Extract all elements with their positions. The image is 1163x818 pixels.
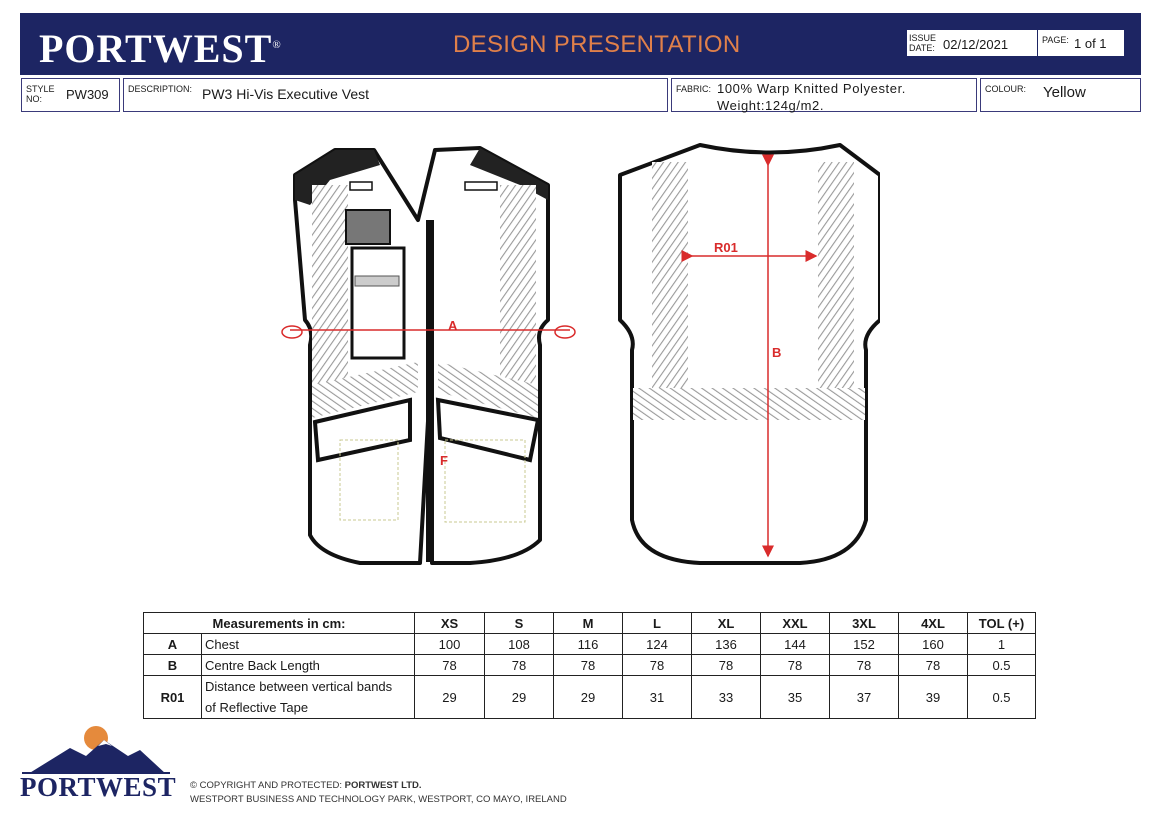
style-box [21, 78, 120, 112]
pen-slot-left [350, 182, 372, 190]
cell-value: 100 [415, 634, 485, 655]
chest-pocket [352, 248, 404, 358]
back-horizontal-tape [633, 388, 865, 420]
cell-value: 37 [830, 676, 899, 719]
cell-value: 78 [485, 655, 554, 676]
cell-value: 29 [485, 676, 554, 719]
size-header-l: L [623, 613, 692, 634]
front-right-vertical-tape [500, 185, 536, 385]
copyright-prefix: © COPYRIGHT AND PROTECTED: [190, 780, 345, 791]
cell-value: 144 [761, 634, 830, 655]
cell-value: 108 [485, 634, 554, 655]
cell-value: 78 [899, 655, 968, 676]
pen-slot-right [465, 182, 497, 190]
fabric-line2: Weight:124g/m2. [717, 98, 825, 113]
back-length-measure-label: B [772, 345, 782, 360]
cell-value: 124 [623, 634, 692, 655]
pocket-label: F [440, 453, 448, 468]
copyright-line [190, 779, 567, 793]
cell-value: 78 [761, 655, 830, 676]
size-header-3xl: 3XL [830, 613, 899, 634]
measurement-code: B [144, 655, 202, 676]
description-label: DESCRIPTION: [128, 84, 193, 94]
cell-value: 29 [554, 676, 623, 719]
size-header-xs: XS [415, 613, 485, 634]
size-header-m: M [554, 613, 623, 634]
size-header-s: S [485, 613, 554, 634]
chest-pocket-flap [355, 276, 399, 286]
size-header-xl: XL [692, 613, 761, 634]
copyright-company: PORTWEST LTD. [344, 780, 422, 791]
measurement-code: R01 [144, 676, 202, 719]
table-row [144, 634, 1036, 655]
bands-measure-label: R01 [714, 240, 738, 255]
cell-value: 152 [830, 634, 899, 655]
style-number: PW309 [66, 87, 109, 102]
measurement-description: Chest [202, 634, 415, 655]
measurement-code: A [144, 634, 202, 655]
fabric-line1: 100% Warp Knitted Polyester. [717, 81, 907, 96]
cell-value: 78 [830, 655, 899, 676]
chest-measure-label: A [448, 318, 458, 333]
table-header-title: Measurements in cm: [144, 613, 415, 634]
fabric-label: FABRIC: [676, 84, 712, 94]
table-row [144, 655, 1036, 676]
page-label: PAGE: [1042, 35, 1069, 45]
cell-value: 39 [899, 676, 968, 719]
cell-value: 116 [554, 634, 623, 655]
document-title: DESIGN PRESENTATION [453, 31, 741, 58]
page-value: 1 of 1 [1074, 36, 1107, 51]
description-line-1: Distance between vertical bands [205, 679, 393, 694]
table-row [144, 676, 1036, 719]
back-right-vertical-tape [818, 162, 854, 388]
footer-logo [20, 722, 177, 804]
brand-name: PORTWEST [39, 26, 273, 71]
style-label-line2: NO: [26, 94, 43, 104]
measurement-description [202, 676, 415, 719]
vest-back-view [620, 145, 880, 563]
brand-registered-mark: ® [272, 39, 282, 51]
issue-label-line2: DATE: [909, 43, 935, 53]
cell-value: 160 [899, 634, 968, 655]
zip-line [426, 220, 434, 562]
cell-value: 29 [415, 676, 485, 719]
tolerance-header: TOL (+) [968, 613, 1036, 634]
front-left-vertical-tape [312, 185, 348, 385]
cell-value: 33 [692, 676, 761, 719]
issue-date-box [906, 29, 1043, 57]
measurement-description: Centre Back Length [202, 655, 415, 676]
mountain-logo-icon [20, 722, 172, 778]
colour-label: COLOUR: [985, 84, 1027, 94]
chest-measure-wrap-left [282, 326, 302, 338]
header-bar [20, 13, 1141, 75]
size-header-4xl: 4XL [899, 613, 968, 634]
footer-logo-text: PORTWEST [20, 772, 177, 802]
issue-label-line1: ISSUE [909, 33, 937, 43]
colour-box [980, 78, 1141, 112]
colour-value: Yellow [1043, 84, 1086, 101]
cell-value: 31 [623, 676, 692, 719]
company-address: WESTPORT BUSINESS AND TECHNOLOGY PARK, WESTPORT, CO MAYO, IRELAND [190, 794, 567, 805]
cell-value: 136 [692, 634, 761, 655]
cell-value: 78 [692, 655, 761, 676]
tolerance-value: 1 [968, 634, 1036, 655]
copyright-notice [190, 779, 567, 807]
brand-logo [39, 22, 282, 72]
description-value: PW3 Hi-Vis Executive Vest [202, 86, 370, 102]
vest-technical-drawing [280, 140, 880, 570]
table-header-row [144, 613, 1036, 634]
cell-value: 35 [761, 676, 830, 719]
chest-measure-wrap-right [555, 326, 575, 338]
description-box [123, 78, 668, 112]
size-header-xxl: XXL [761, 613, 830, 634]
fabric-box [671, 78, 977, 112]
tolerance-value: 0.5 [968, 676, 1036, 719]
vest-front-view [282, 148, 575, 563]
cell-value: 78 [554, 655, 623, 676]
description-line-2: of Reflective Tape [205, 700, 309, 715]
cell-value: 78 [415, 655, 485, 676]
page-box [1037, 29, 1125, 57]
issue-date-value: 02/12/2021 [943, 37, 1009, 52]
measurements-table [143, 612, 1036, 719]
id-holder [346, 210, 390, 244]
style-label-line1: STYLE [26, 84, 55, 94]
back-left-vertical-tape [652, 162, 688, 388]
tolerance-value: 0.5 [968, 655, 1036, 676]
cell-value: 78 [623, 655, 692, 676]
